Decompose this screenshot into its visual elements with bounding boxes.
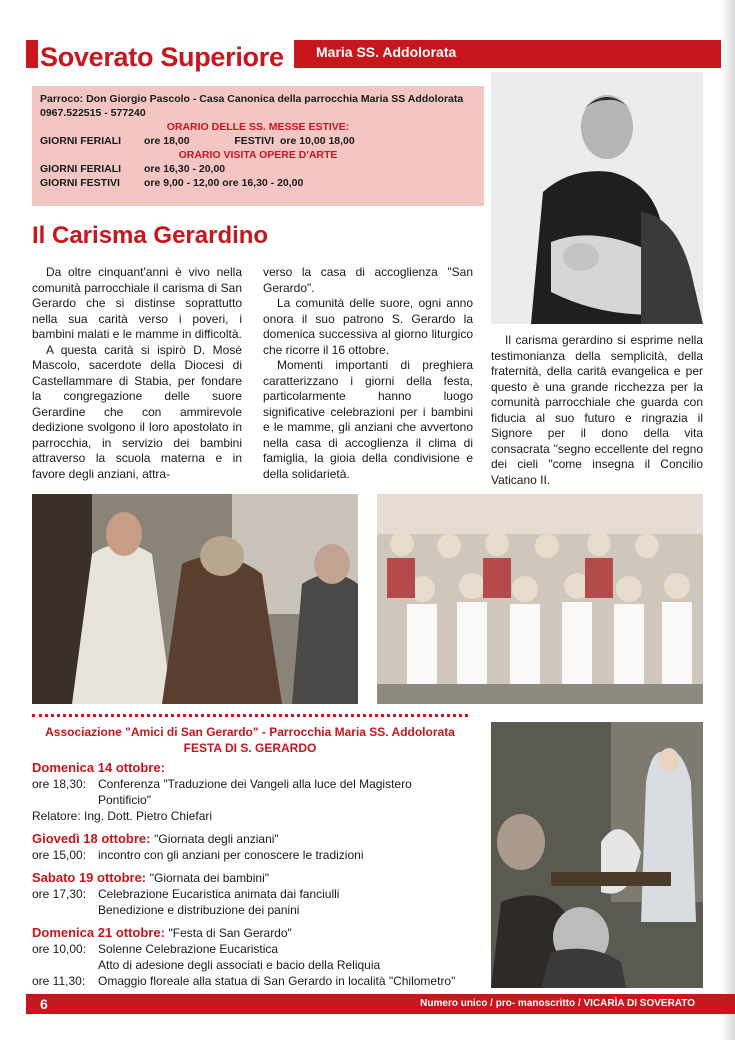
page-edge-shadow	[721, 0, 735, 1040]
page-subtitle: Maria SS. Addolorata	[316, 44, 457, 60]
event-description: Celebrazione Eucaristica animata dai fanciulli	[98, 887, 340, 901]
festivi-value: ore 10,00 18,00	[280, 135, 355, 147]
festa-program	[32, 724, 468, 989]
article-column-3	[491, 333, 703, 488]
parish-info-box	[32, 86, 484, 206]
article-column-1	[32, 265, 242, 482]
photo-children-group	[377, 494, 703, 704]
opere-festivi-row	[40, 176, 476, 190]
day-heading	[32, 870, 468, 886]
opere-heading: ORARIO VISITA OPERE D'ARTE	[178, 149, 338, 161]
photo-children-illustration	[377, 494, 703, 704]
article-paragraph: La comunità delle suore, ogni anno onora il suo patrono S. Gerardo la domenica successiva al giorno liturgico che ricorre il 16 ottobre.	[263, 296, 473, 357]
event-row	[32, 886, 468, 902]
day-date: Domenica 21 ottobre:	[32, 925, 165, 940]
messe-row	[40, 134, 476, 148]
article-paragraph: A questa carità si ispirò D. Mosè Mascolo, sacerdote della Diocesi di Castellammare di Stabia, per fondare la congregazione delle suore Gerardine che con ammirevole dedizione svolgono il loro apostolato in parrocchia, in servizio dei bambini attraverso la scuola materna e in favore degli anziani, attra-	[32, 342, 242, 481]
article-paragraph: Il carisma gerardino si esprime nella testimonianza della semplicità, della fraternità, della carità evangelica e per questo è una grande ricchezza per la comunità parrocchiale che guarda con fiducia al suo futuro e ringrazia il Signore per il dono della vita consacrata "segno eccellente del regno dei cieli "come insegna il Concilio Vaticano II.	[491, 333, 703, 487]
event-description: incontro con gli anziani per conoscere le tradizioni	[98, 848, 364, 862]
parroco-line: Parroco: Don Giorgio Pascolo - Casa Canonica della parrocchia Maria SS Addolorata	[40, 93, 464, 105]
event-row	[32, 957, 468, 973]
event-time: ore 15,00:	[32, 848, 87, 862]
association-title: Associazione "Amici di San Gerardo" - Parrocchia Maria SS. Addolorata	[45, 725, 455, 739]
article-paragraph: verso la casa di accoglienza "San Gerardo".	[263, 265, 473, 295]
saint-illustration	[491, 72, 703, 324]
day-date: Domenica 14 ottobre:	[32, 760, 165, 775]
event-time: ore 18,30:	[32, 777, 87, 791]
day-date: Sabato 19 ottobre:	[32, 870, 147, 885]
opere-feriali-row	[40, 162, 476, 176]
day-date: Giovedì 18 ottobre:	[32, 831, 151, 846]
day-heading	[32, 925, 468, 941]
photo-madonna-statue	[491, 722, 703, 988]
photo-elderly-illustration	[32, 494, 358, 704]
page-title: Soverato Superiore	[38, 40, 294, 76]
day-theme: "Giornata degli anziani"	[154, 832, 279, 846]
photo-madonna-illustration	[491, 722, 703, 988]
messe-heading: ORARIO DELLE SS. MESSE ESTIVE:	[166, 121, 350, 133]
phone-line: 0967.522515 - 577240	[40, 107, 146, 119]
day-theme: "Festa di San Gerardo"	[168, 926, 292, 940]
article-title: Il Carisma Gerardino	[32, 222, 269, 249]
day-heading	[32, 831, 468, 847]
page-number: 6	[40, 996, 48, 1012]
opere-festivi-value: ore 9,00 - 12,00 ore 16,30 - 20,00	[144, 177, 304, 189]
event-row	[32, 973, 468, 989]
event-time: ore 11,30:	[32, 974, 86, 988]
saint-gerardo-image	[491, 72, 703, 324]
day-theme: "Giornata dei bambini"	[149, 871, 269, 885]
event-time-blank	[32, 957, 98, 973]
section-divider	[32, 714, 468, 717]
feriali-label: GIORNI FERIALI	[40, 135, 122, 147]
article-paragraph: Da oltre cinquant'anni è vivo nella comunità parrocchiale il carisma di San Gerardo che si distinse soprattutto nella sua carità verso i poveri, i bambini malati e le mamme in difficoltà.	[32, 265, 242, 341]
opere-festivi-label: GIORNI FESTIVI	[40, 177, 120, 189]
event-row	[32, 776, 468, 808]
article-paragraph: Momenti importanti di preghiera caratterizzano i giorni della festa, particolarmente hanno luogo significative celebrazioni per i bambini e le mamme, gli anziani che avvertono nella casa di accoglienza il clima di famiglia, la gioia della condivisione e della solidarietà.	[263, 358, 473, 481]
event-time: ore 17,30:	[32, 887, 87, 901]
event-time-blank	[32, 902, 98, 918]
event-description: Benedizione e distribuzione dei panini	[98, 903, 300, 917]
event-description: Conferenza "Traduzione dei Vangeli alla luce del Magistero Pontificio"	[98, 777, 412, 807]
event-row	[32, 902, 468, 918]
day-heading	[32, 760, 468, 776]
opere-feriali-value: ore 16,30 - 20,00	[144, 163, 226, 175]
feriali-value: ore 18,00	[144, 135, 190, 147]
festivi-label: FESTIVI	[234, 135, 274, 147]
event-row	[32, 941, 468, 957]
event-time: ore 10,00:	[32, 942, 87, 956]
speaker-line: Relatore: Ing. Dott. Pietro Chiefari	[32, 809, 213, 823]
article-column-2	[263, 265, 473, 482]
event-description: Atto di adesione degli associati e bacio della Reliquia	[98, 958, 381, 972]
photo-elderly-blessing	[32, 494, 358, 704]
event-row	[32, 847, 468, 863]
festa-title: FESTA DI S. GERARDO	[183, 741, 317, 755]
event-description: Solenne Celebrazione Eucaristica	[98, 942, 279, 956]
footer-text: Numero unico / pro- manoscritto / VICARÌA DI SOVERATO	[420, 998, 695, 1009]
opere-feriali-label: GIORNI FERIALI	[40, 163, 122, 175]
event-description: Omaggio floreale alla statua di San Gerardo in località "Chilometro"	[98, 974, 456, 988]
